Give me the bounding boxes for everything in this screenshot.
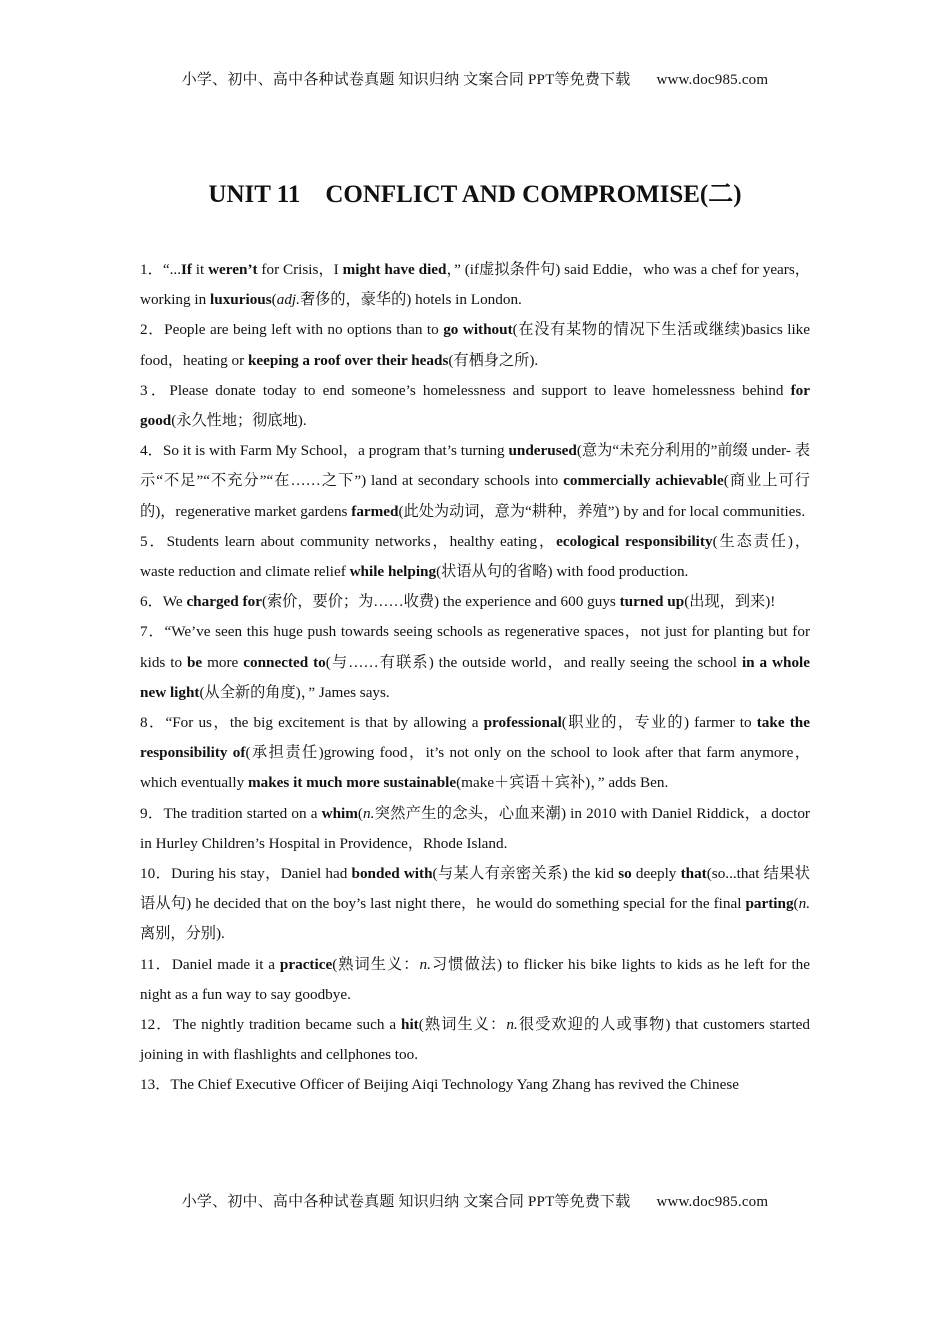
item-text: (熟词生义： bbox=[418, 1016, 507, 1034]
item-text: ，” (if虚拟条件句) said Eddie，who was a chef for years，working in bbox=[140, 261, 810, 309]
item-text: (与……有联系) the outside world，and really seeing the school bbox=[325, 653, 742, 671]
key-phrase: practice bbox=[279, 955, 333, 973]
item-text: (商业上可行的)，regenerative market gardens bbox=[140, 472, 810, 520]
vocab-item bbox=[140, 859, 810, 950]
footer-url[interactable]: www.doc985.com bbox=[656, 1194, 769, 1210]
key-phrase: might have died bbox=[342, 261, 447, 278]
key-phrase: charged for bbox=[186, 593, 262, 611]
page-header bbox=[0, 68, 950, 89]
item-text: 5．Students learn about community networks，healthy eating， bbox=[140, 532, 557, 550]
key-phrase: parting bbox=[745, 895, 794, 913]
item-text: 很受欢迎的人或事物) that customers started joining in with flashlights and cellphones too. bbox=[140, 1016, 810, 1064]
page-footer bbox=[0, 1190, 950, 1211]
item-text: 11．Daniel made it a bbox=[140, 955, 280, 973]
item-text: 3．Please donate today to end someone’s homelessness and support to leave homelessness behind bbox=[140, 381, 791, 399]
key-phrase: If bbox=[181, 261, 192, 278]
item-text: (承担责任)growing food，it’s not only on the school to look after that farm anymore，which eventually bbox=[140, 744, 810, 792]
item-text: ( bbox=[793, 895, 799, 913]
key-phrase: commercially achievable bbox=[563, 472, 724, 490]
item-text: 4．So it is with Farm My School，a program that’s turning bbox=[140, 442, 509, 460]
vocab-item bbox=[140, 617, 810, 708]
key-phrase: hit bbox=[401, 1016, 419, 1034]
vocab-item bbox=[140, 799, 810, 859]
item-text: 1．“... bbox=[140, 261, 181, 278]
item-text: (与某人有亲密关系) the kid bbox=[432, 865, 619, 883]
item-text: (make＋宾语＋宾补)，” adds Ben. bbox=[456, 774, 669, 792]
item-text: (状语从句的省略) with food production. bbox=[436, 563, 689, 581]
vocab-list bbox=[140, 255, 810, 1101]
key-phrase: while helping bbox=[349, 563, 437, 581]
key-phrase: luxurious bbox=[210, 291, 272, 309]
item-text: 奢侈的，豪华的) hotels in London. bbox=[299, 291, 522, 309]
vocab-item bbox=[140, 376, 810, 436]
item-text: more bbox=[202, 653, 244, 671]
item-text: ( bbox=[357, 804, 363, 822]
key-phrase: turned up bbox=[619, 593, 685, 611]
item-text: 6．We bbox=[140, 593, 187, 611]
key-phrase: makes it much more sustainable bbox=[247, 774, 457, 792]
item-text: (从全新的角度)，” James says. bbox=[199, 683, 390, 701]
item-text: (职业的，专业的) farmer to bbox=[561, 714, 757, 732]
item-text: (so...that 结果状语从句) he decided that on the boy’s last night there，he would do something special for the final bbox=[140, 865, 810, 913]
item-text: 8．“For us，the big excitement is that by allowing a bbox=[140, 714, 484, 732]
item-text: (生态责任)，waste reduction and climate relief bbox=[140, 532, 811, 581]
item-text: 9．The tradition started on a bbox=[140, 804, 322, 822]
part-of-speech: n. bbox=[798, 895, 810, 913]
item-text: 习惯做法) to flicker his bike lights to kids as he left for the night as a fun way to say goodbye. bbox=[140, 955, 810, 1003]
vocab-item bbox=[140, 255, 810, 315]
part-of-speech: n. bbox=[506, 1016, 518, 1034]
item-text: ( bbox=[271, 291, 277, 309]
footer-text: 小学、初中、高中各种试卷真题 知识归纳 文案合同 PPT等免费下载 bbox=[181, 1194, 631, 1210]
key-phrase: professional bbox=[483, 714, 562, 732]
key-phrase: go without bbox=[443, 321, 513, 339]
vocab-item bbox=[140, 1070, 810, 1100]
key-phrase: connected to bbox=[243, 653, 326, 671]
item-text: it bbox=[191, 261, 209, 278]
key-phrase: so bbox=[618, 865, 632, 883]
vocab-item bbox=[140, 436, 810, 527]
item-text: (出现，到来)! bbox=[684, 593, 776, 611]
part-of-speech: adj. bbox=[276, 291, 300, 309]
page-title: UNIT 11 CONFLICT AND COMPROMISE(二) bbox=[208, 181, 742, 208]
key-phrase: that bbox=[680, 865, 707, 883]
header-url[interactable]: www.doc985.com bbox=[656, 72, 769, 88]
part-of-speech: n. bbox=[362, 804, 375, 822]
key-phrase: in a whole new light bbox=[140, 653, 811, 701]
header-text: 小学、初中、高中各种试卷真题 知识归纳 文案合同 PPT等免费下载 bbox=[181, 72, 631, 88]
vocab-item bbox=[140, 950, 810, 1010]
key-phrase: bonded with bbox=[351, 865, 433, 883]
key-phrase: weren’t bbox=[208, 261, 258, 278]
item-text: 12．The nightly tradition became such a bbox=[140, 1016, 402, 1034]
item-text: 离别，分别). bbox=[140, 925, 225, 943]
key-phrase: for good bbox=[140, 381, 810, 430]
item-text: 突然产生的念头，心血来潮) in 2010 with Daniel Riddick，a doctor in Hurley Children’s Hospital in Providence，Rhode Island. bbox=[140, 804, 810, 852]
key-phrase: whim bbox=[321, 804, 358, 822]
vocab-item bbox=[140, 527, 810, 587]
item-text: (熟词生义： bbox=[332, 955, 420, 973]
key-phrase: be bbox=[186, 653, 203, 671]
item-text: (有栖身之所). bbox=[448, 351, 539, 369]
item-text: 7．“We’ve seen this huge push towards seeing schools as regenerative spaces，not just for planting but for kids to bbox=[140, 623, 810, 671]
vocab-item bbox=[140, 1010, 810, 1070]
key-phrase: underused bbox=[508, 442, 577, 460]
item-text: deeply bbox=[631, 865, 681, 883]
key-phrase: farmed bbox=[351, 502, 399, 520]
item-text: (此处为动词，意为“耕种，养殖”) by and for local communities. bbox=[398, 502, 806, 520]
part-of-speech: n. bbox=[419, 955, 431, 973]
key-phrase: take the responsibility of bbox=[140, 714, 810, 762]
item-text: (永久性地；彻底地). bbox=[171, 412, 307, 430]
key-phrase: keeping a roof over their heads bbox=[247, 351, 449, 369]
vocab-item bbox=[140, 587, 810, 617]
item-text: (在没有某物的情况下生活或继续)basics like food，heating or bbox=[140, 321, 810, 369]
item-text: 13．The Chief Executive Officer of Beijing Aiqi Technology Yang Zhang has revived the Chinese bbox=[140, 1076, 739, 1094]
key-phrase: ecological responsibility bbox=[556, 532, 713, 550]
item-text: for Crisis，I bbox=[257, 261, 343, 278]
item-text: 2．People are being left with no options than to bbox=[140, 321, 444, 339]
vocab-item bbox=[140, 708, 810, 799]
item-text: (意为“未充分利用的”前缀 under- 表示“不足”“不充分”“在……之下”) land at secondary schools into bbox=[140, 442, 811, 490]
item-text: 10．During his stay，Daniel had bbox=[140, 865, 352, 883]
vocab-item bbox=[140, 315, 810, 375]
item-text: (索价，要价；为……收费) the experience and 600 guys bbox=[261, 593, 620, 611]
